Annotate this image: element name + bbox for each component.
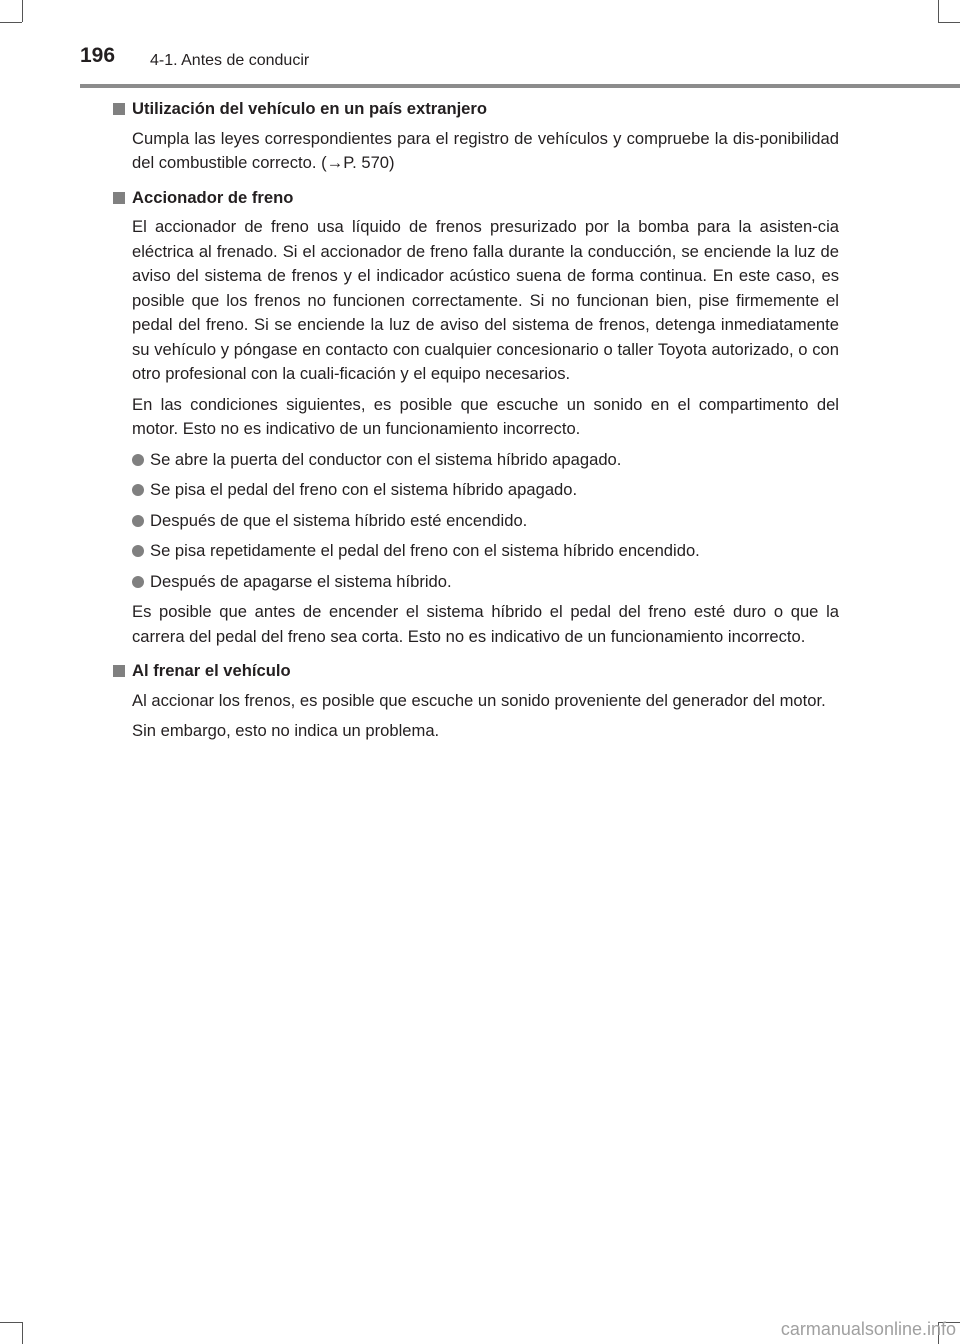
square-bullet-icon — [113, 192, 125, 204]
circle-bullet-icon — [132, 545, 144, 557]
crop-mark — [22, 0, 23, 22]
crop-mark — [938, 0, 939, 22]
list-item-text: Se abre la puerta del conductor con el sistema híbrido apagado. — [150, 449, 622, 469]
paragraph: Es posible que antes de encender el sistema híbrido el pedal del freno esté duro o que la carrera del pedal del freno sea corta. Esto no es indicativo de un funcionamiento incorrecto. — [132, 602, 839, 646]
circle-bullet-icon — [132, 515, 144, 527]
square-bullet-icon — [113, 103, 125, 115]
section-heading — [112, 97, 839, 122]
list-item — [132, 570, 839, 595]
circle-bullet-icon — [132, 454, 144, 466]
watermark: carmanualsonline.info — [780, 1319, 956, 1339]
paragraph: Cumpla las leyes correspondientes para el registro de vehículos y compruebe la dis-ponibilidad del combustible correcto. (→P. 570) — [132, 128, 839, 172]
section-heading — [112, 659, 839, 684]
page-content — [112, 97, 839, 750]
crop-mark — [22, 1322, 23, 1344]
list-item — [132, 478, 839, 503]
list-item-text: Se pisa repetidamente el pedal del freno con el sistema híbrido encendido. — [150, 541, 700, 560]
paragraph: El accionador de freno usa líquido de frenos presurizado por la bomba para la asisten-cia eléctrica al frenado. Si el accionador de freno falla durante la conducción, se enciende la luz de aviso del sistema de frenos y el indicador acústico suena de forma continua. En este caso, es posible que los frenos no funcionen correctamente. Si no funcionan bien, pise firmemente el pedal del freno. Si se enciende la luz de aviso del sistema de frenos, detenga inmediatamente su vehículo y póngase en contacto con cualquier concesionario o taller Toyota autorizado, o con otro profesional con la cuali-ficación y el equipo necesarios. — [132, 217, 839, 383]
crop-mark — [0, 22, 22, 23]
crop-mark — [938, 22, 960, 23]
section-heading-text: Al frenar el vehículo — [132, 661, 291, 680]
list-item-text: Se pisa el pedal del freno con el sistema híbrido apagado. — [150, 480, 578, 499]
square-bullet-icon — [113, 665, 125, 677]
list-item-text: Después de apagarse el sistema híbrido. — [150, 571, 452, 591]
crop-mark — [0, 1322, 22, 1323]
list-item — [132, 448, 839, 473]
list-item — [132, 539, 839, 564]
page-number: 196 — [80, 44, 116, 67]
paragraph: Al accionar los frenos, es posible que escuche un sonido proveniente del generador del motor. — [132, 690, 826, 710]
header-rule — [80, 84, 960, 88]
section-heading-text: Accionador de freno — [132, 187, 294, 207]
section-heading — [112, 186, 839, 211]
paragraph: Sin embargo, esto no indica un problema. — [132, 721, 440, 740]
list-item-text: Después de que el sistema híbrido esté encendido. — [150, 510, 528, 530]
list-item — [132, 509, 839, 534]
circle-bullet-icon — [132, 576, 144, 588]
paragraph: En las condiciones siguientes, es posible que escuche un sonido en el compartimento del motor. Esto no es indicativo de un funcionamiento incorrecto. — [132, 394, 839, 438]
section-title: 4-1. Antes de conducir — [150, 52, 310, 69]
circle-bullet-icon — [132, 484, 144, 496]
section-heading-text: Utilización del vehículo en un país extranjero — [132, 99, 488, 118]
